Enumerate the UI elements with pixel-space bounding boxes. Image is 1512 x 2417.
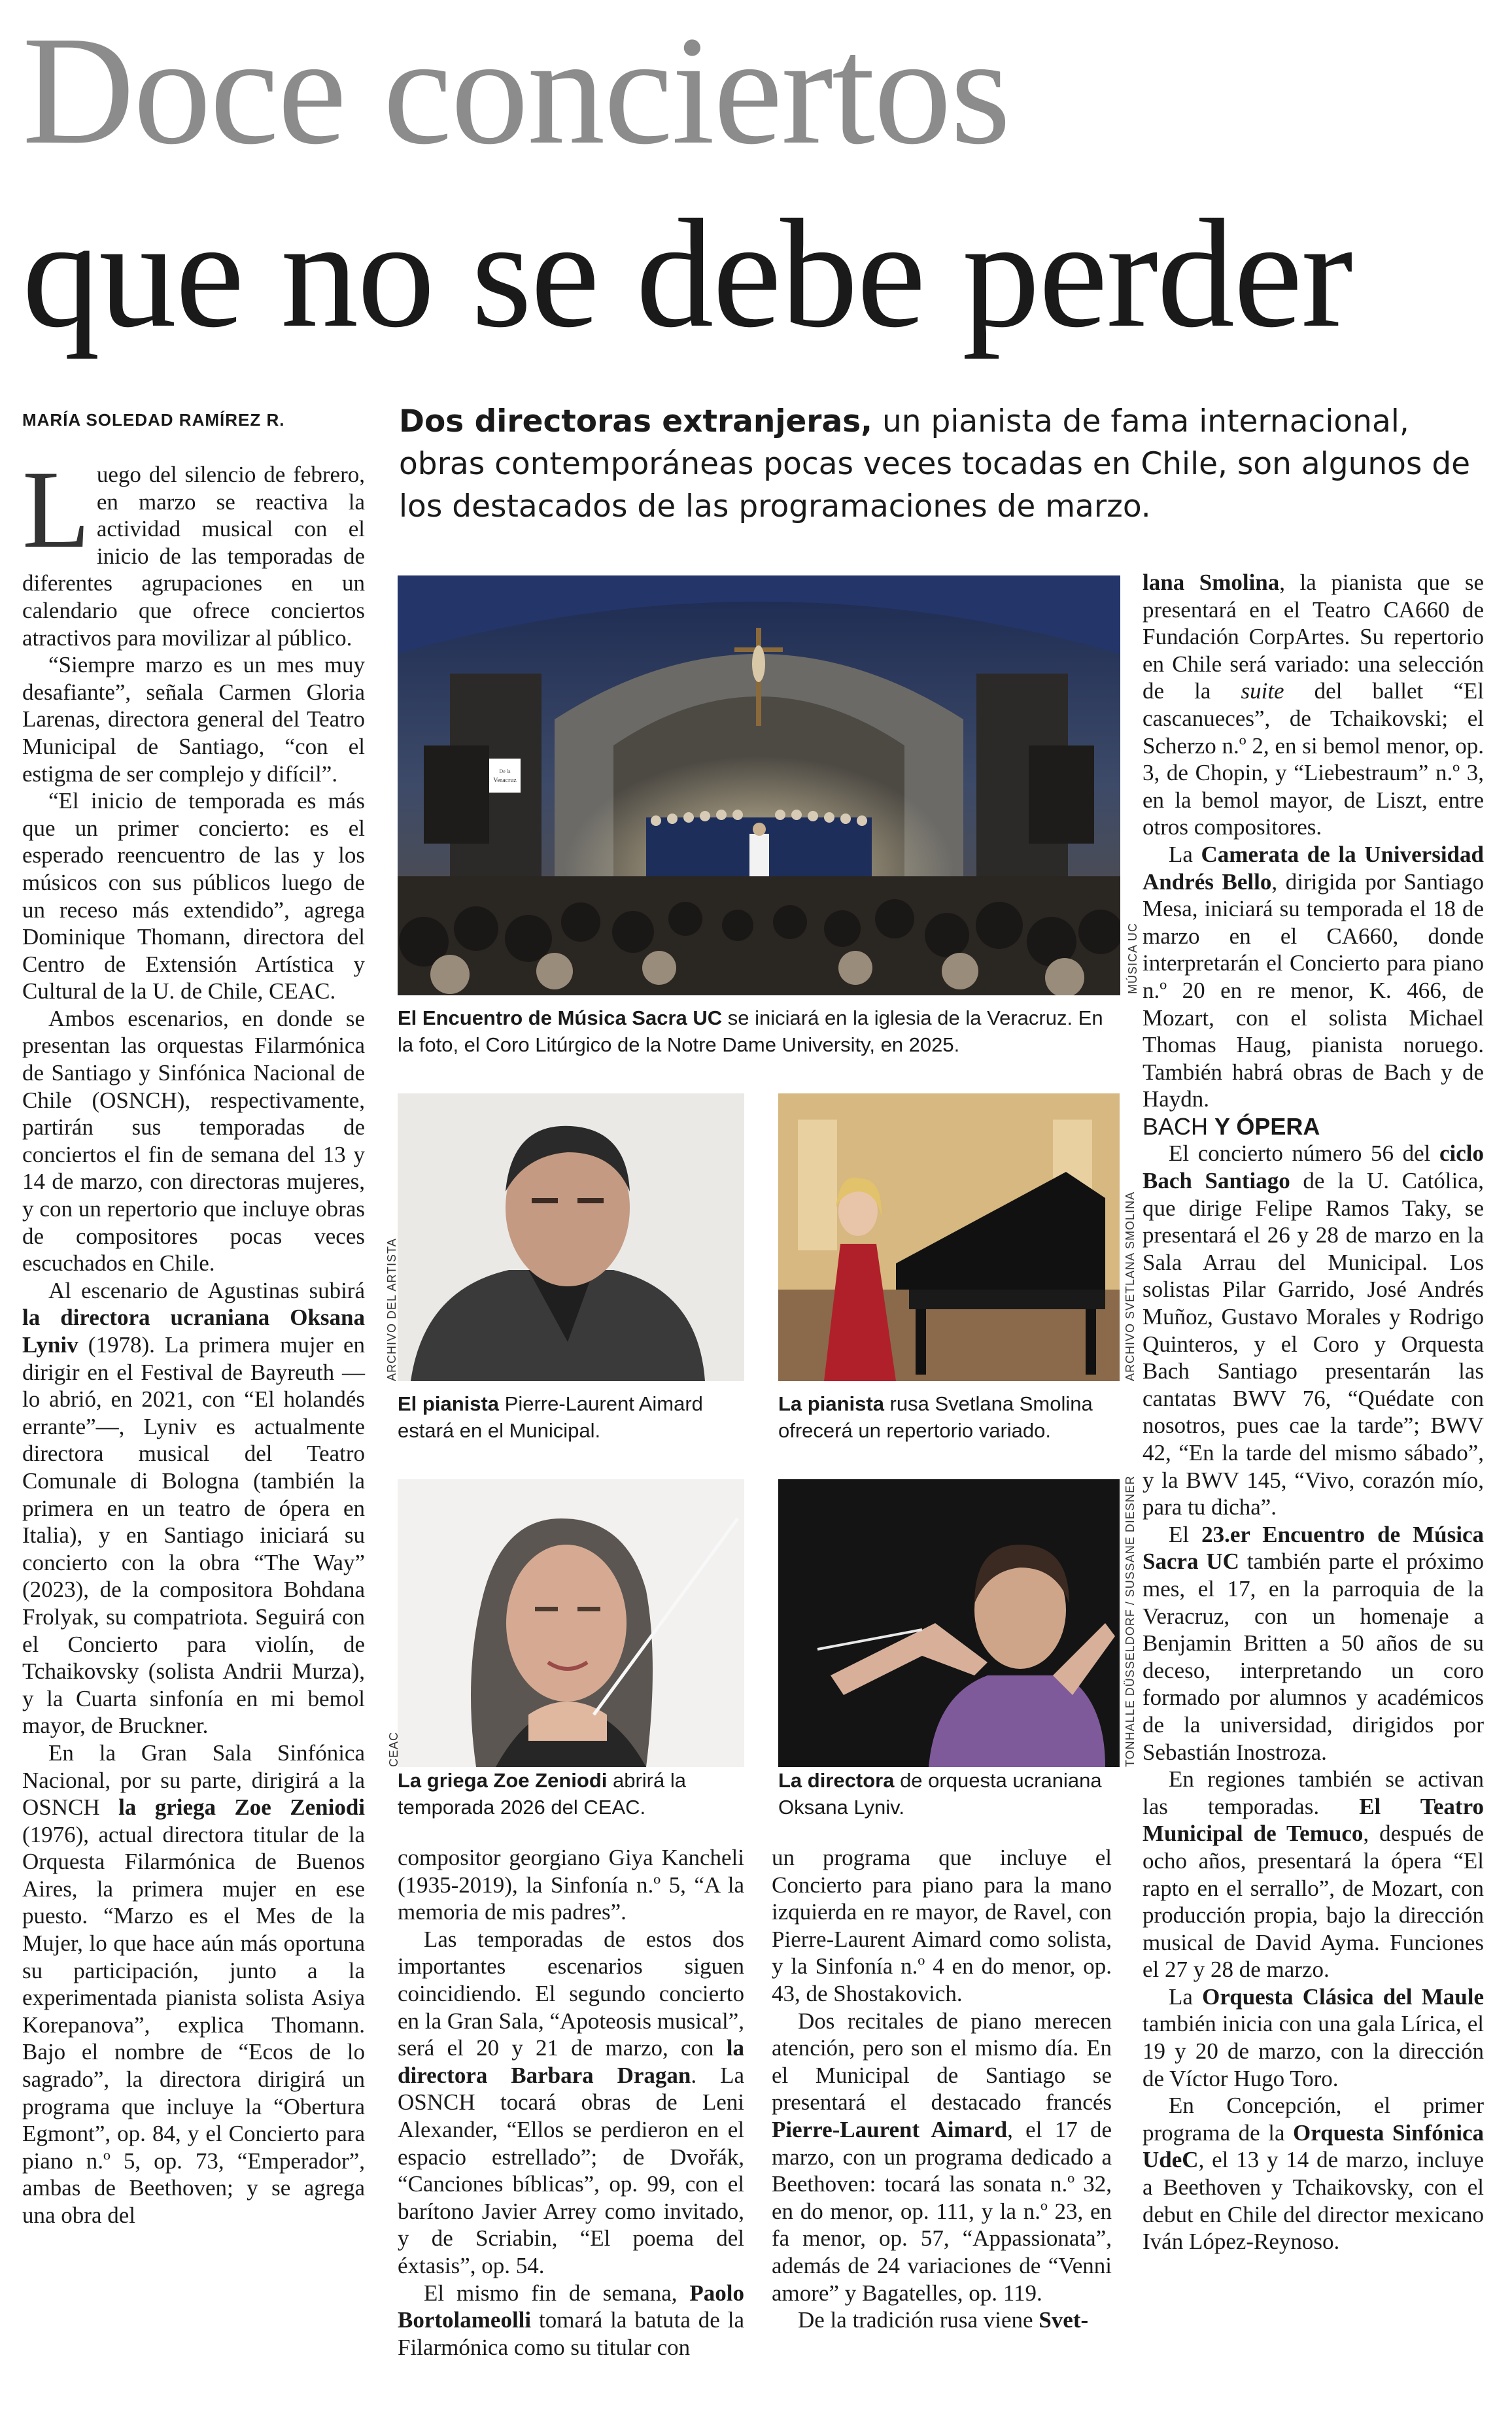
aimard-photo: [398, 1093, 744, 1381]
bold-text: 23.er Encuentro de Música Sacra UC: [1143, 1521, 1484, 1575]
church-photo: [398, 575, 1120, 995]
intro-paragraph: [22, 448, 365, 651]
veracruz-sign: [489, 759, 521, 793]
paragraph: [1143, 1140, 1484, 1520]
text: El mismo fin de semana,: [424, 2280, 690, 2306]
text: El concierto número 56 del: [1169, 1140, 1439, 1167]
deck: [399, 400, 1491, 528]
paragraph: [398, 1926, 744, 2280]
text: de la U. Católica, que dirige Felipe Ramos Taky, se presentará el 26 y 28 de marzo en la Sala Arrau del Municipal. Los solistas Pilar Garrido, José Andrés Muñoz, Gustavo Morales y Rodrigo Quinteros, y el Coro y Orquesta Bach Santiago presentarán las cantatas BWV 76, “Quédate con nosotros, pues cae la tarde”; BWV 42, “En la tarde del mismo sábado”, y la BWV 145, “Vivo, corazón mío, para tu dicha”.: [1143, 1168, 1484, 1520]
paragraph: Ambos escenarios, en donde se presentan las orquestas Filarmónica de Santiago y Sinfónica Nacional de Chile (OSNCH), respectivamente, partirán sus temporadas de conciertos el fin de semana del 13 y 14 de marzo, con directoras mujeres, y con un repertorio que incluye obras de compositores pocas veces escuchados en Chile.: [22, 1005, 365, 1277]
photo-credit: ARCHIVO SVETLANA SMOLINA: [1124, 1191, 1137, 1381]
paragraph: [398, 2280, 744, 2361]
subheading: [1143, 1113, 1484, 1140]
column-2: [398, 1844, 744, 2361]
byline: MARÍA SOLEDAD RAMÍREZ R.: [22, 410, 285, 430]
subheading-light: BACH: [1143, 1112, 1215, 1140]
text: tomará la batuta de la Filarmónica como su titular con: [398, 2307, 744, 2360]
bold-text: Orquesta Sinfónica UdeC: [1143, 2119, 1484, 2173]
lyniv-photo: [778, 1479, 1120, 1767]
intro-text: uego del silencio de febrero, en marzo se reactiva la actividad musical con el inicio de las temporadas de diferentes agrupaciones en un calendario que ofrece conciertos atractivos para movilizar al público.: [22, 462, 365, 651]
photo-caption: [398, 1390, 744, 1444]
text: En Concepción, el primer programa de la: [1143, 2093, 1484, 2146]
bold-text: la directora ucraniana Oksana Lyniv: [22, 1305, 365, 1358]
photo-caption: [778, 1767, 1120, 1821]
zeniodi-photo: [398, 1479, 744, 1767]
paragraph: “Siempre marzo es un mes muy desafiante”, señala Carmen Gloria Larenas, directora general del Teatro Municipal de Santiago, “con el estigma de ser complejo y difícil”.: [22, 652, 365, 787]
bold-text: lana Smolina: [1143, 570, 1280, 595]
photo-credit: MÚSICA UC: [1126, 922, 1139, 994]
deck-rest: un pianista de fama internacional, obras contemporáneas pocas veces tocadas en Chile, son algunos de los destacados de las programaciones de marzo.: [399, 403, 1471, 524]
photo-caption: [398, 1004, 1120, 1058]
subheading-bold: Y ÓPERA: [1214, 1112, 1320, 1140]
church-illustration: [398, 575, 1120, 995]
headline-line-1: Doce conciertos: [22, 5, 1010, 177]
text: (1978). La primera mujer en dirigir en el Festival de Bayreuth —lo abrió, en 2021, con “El holandés errante”—, Lyniv es actualmente directora musical del Teatro Comunale di Bologna (también la primera en un teatro de ópera en Italia), y en Santiago iniciará su concierto con la obra “The Way” (2023), de la compositora Bohdana Frolyak, su compatriota. Seguirá con el Concierto para violín, de Tchaikovsky (solista Andrii Murza), y la Cuarta sinfonía en mi bemol mayor, de Bruckner.: [22, 1332, 365, 1739]
paragraph: compositor georgiano Giya Kancheli (1935-2019), la Sinfonía n.º 5, “A la memoria de mis padres”.: [398, 1845, 744, 1925]
photo-caption: [778, 1390, 1120, 1444]
text: . La OSNCH tocará obras de Leni Alexander, “Ellos se perdieron en el espacio estrellado”; de Dvořák, “Canciones bíblicas”, op. 99, con el barítono Javier Arrey como invitado, y de Scriabin, “El poema del éxtasis”, op. 54.: [398, 2062, 744, 2278]
deck-lead: Dos directoras extranjeras,: [399, 403, 873, 439]
text: (1976), actual directora titular de la Orquesta Filarmónica de Buenos Aires, la primera mujer en ese puesto. “Marzo es el Mes de la Mujer, lo que hace aún más oportuna su participación, junto a la experimentada pianista solista Asiya Korepanova”, explica Thomann. Bajo el nombre de “Ecos de lo sagrado”, la directora dirigirá un programa que incluye la “Obertura Egmont”, op. 84, y el Concierto para piano n.º 5, op. 73, “Emperador”, ambas de Beethoven; y se agrega una obra del: [22, 1821, 365, 2228]
text: La: [1169, 1983, 1203, 2010]
paragraph: [1143, 841, 1484, 1113]
paragraph: “El inicio de temporada es más que un primer concierto: es el esperado reencuentro de las y los músicos con sus públicos luego de un receso más extendido”, agrega Dominique Thomann, directora del Centro de Extensión Artística y Cultural de la U. de Chile, CEAC.: [22, 788, 365, 1004]
paragraph: [1143, 569, 1484, 841]
text: Al escenario de Agustinas subirá: [48, 1277, 365, 1303]
paragraph: [772, 2306, 1112, 2334]
paragraph: [22, 1277, 365, 1740]
bold-text: El Teatro Municipal de Temuco: [1143, 1793, 1484, 1847]
bold-text: Svet-: [1039, 2307, 1089, 2333]
text: también parte el próximo mes, el 17, en la parroquia de la Veracruz, con un homenaje a Benjamin Britten a 50 años de su deceso, interpretando un coro formado por alumnos y académicos de la universidad, dirigidos por Sebastián Inostroza.: [1143, 1549, 1484, 1765]
aimard-portrait: [398, 1093, 744, 1381]
text: del ballet “El cascanueces”, de Tchaikovski; el Scherzo n.º 2, en si bemol menor, op. 3, de Chopin, y “Liebestraum” n.º 3, en la bemol mayor, de Liszt, entre otros compositores.: [1143, 678, 1485, 840]
column-3: [772, 1844, 1112, 2334]
text: En la Gran Sala Sinfónica Nacional, por su parte, dirigirá a la OSNCH: [22, 1740, 365, 1821]
text: De la tradición rusa viene: [798, 2307, 1039, 2333]
photo-caption: [398, 1767, 744, 1821]
column-1: [22, 448, 366, 2229]
caption-text: se iniciará en la iglesia de la Veracruz. En la foto, el Coro Litúrgico de la Notre Dame University, en 2025.: [398, 1006, 1103, 1056]
sign-small-text: De la: [499, 768, 511, 774]
paragraph: [1143, 1766, 1484, 1983]
sign-text: Veracruz: [493, 777, 517, 784]
text: , dirigida por Santiago Mesa, iniciará su temporada el 18 de marzo en el CA660, donde interpretarán el Concierto para piano n.º 20 en re menor, K. 466, de Mozart, con el solista Michael Thomas Haug, pianista noruego. También habrá obras de Bach y de Haydn.: [1143, 868, 1484, 1112]
photo-credit: CEAC: [387, 1731, 400, 1767]
caption-text: abrirá la temporada 2026 del CEAC.: [398, 1769, 686, 1819]
caption-bold: La griega Zoe Zeniodi: [398, 1769, 608, 1792]
paragraph: [772, 2008, 1112, 2307]
text: , el 17 de marzo, con un programa dedicado a Beethoven: tocará las sonata n.º 32, en do menor, op. 111, y la n.º 23, en fa menor, op. 57, “Appassionata”, además de 24 variaciones de “Venni amore” y Bagatelles, op. 119.: [772, 2116, 1112, 2306]
column-4: [1143, 569, 1484, 2255]
text: La: [1169, 841, 1201, 867]
drop-cap: L: [22, 448, 90, 571]
photo-credit: ARCHIVO DEL ARTISTA: [385, 1238, 398, 1381]
text: Las temporadas de estos dos importantes escenarios siguen coincidiendo. El segundo concierto en la Gran Sala, “Apoteosis musical”, será el 20 y 21 de marzo, con: [398, 1926, 744, 2061]
text: también inicia con una gala Lírica, el 19 y 20 de marzo, con la dirección de Víctor Hugo Toro.: [1143, 2011, 1484, 2091]
bold-text: ciclo Bach Santiago: [1143, 1140, 1484, 1194]
headline-line-2: que no se debe perder: [22, 188, 1352, 360]
paragraph: [1143, 1983, 1484, 2092]
caption-bold: El Encuentro de Música Sacra UC: [398, 1006, 723, 1029]
zeniodi-portrait: [398, 1479, 744, 1767]
paragraph: [22, 1740, 365, 2229]
caption-bold: La directora: [778, 1769, 895, 1792]
text: Dos recitales de piano merecen atención, pero son el mismo día. En el Municipal de Santiago se presentará el destacado francés: [772, 2008, 1112, 2116]
caption-text: Pierre-Laurent Aimard estará en el Municipal.: [398, 1392, 703, 1442]
text: , la pianista que se presentará en el Teatro CA660 de Fundación CorpArtes. Su repertorio en Chile será variado: una selección de la: [1143, 570, 1484, 704]
bold-text: Orquesta Clásica del Maule: [1202, 1983, 1484, 2010]
bold-text: la directora Barbara Dragan: [398, 2035, 744, 2088]
text: El: [1169, 1521, 1202, 1547]
text: , después de ocho años, presentará la ópera “El rapto en el serrallo”, de Mozart, con producción propia, bajo la dirección musical de David Ayma. Funciones el 27 y 28 de marzo.: [1143, 1821, 1484, 1983]
bold-text: Paolo Bortolameolli: [398, 2280, 744, 2333]
bold-text: la griega Zoe Zeniodi: [118, 1794, 366, 1821]
paragraph: [1143, 1521, 1484, 1766]
italic-text: suite: [1241, 678, 1284, 704]
photo-credit: TONHALLE DÜSSELDORF / SUSSANE DIESNER: [1124, 1475, 1137, 1767]
caption-text: de orquesta ucraniana Oksana Lyniv.: [778, 1769, 1102, 1819]
smolina-portrait: [778, 1093, 1120, 1381]
caption-text: rusa Svetlana Smolina ofrecerá un repertorio variado.: [778, 1392, 1093, 1442]
caption-bold: La pianista: [778, 1392, 884, 1415]
text: , el 13 y 14 de marzo, incluye a Beethoven y Tchaikovsky, con el debut en Chile del director mexicano Iván López-Reynoso.: [1143, 2147, 1484, 2255]
paragraph: [1143, 2092, 1484, 2255]
smolina-photo: [778, 1093, 1120, 1381]
paragraph: un programa que incluye el Concierto para piano para la mano izquierda en re mayor, de Ravel, con Pierre-Laurent Aimard como solista, y la Sinfonía n.º 4 en do menor, op. 43, de Shostakovich.: [772, 1845, 1112, 2006]
bold-text: Camerata de la Universidad Andrés Bello: [1143, 841, 1484, 895]
lyniv-portrait: [778, 1479, 1120, 1767]
text: En regiones también se activan las temporadas.: [1143, 1766, 1484, 1819]
caption-bold: El pianista: [398, 1392, 500, 1415]
bold-text: Pierre-Laurent Aimard: [772, 2116, 1008, 2142]
